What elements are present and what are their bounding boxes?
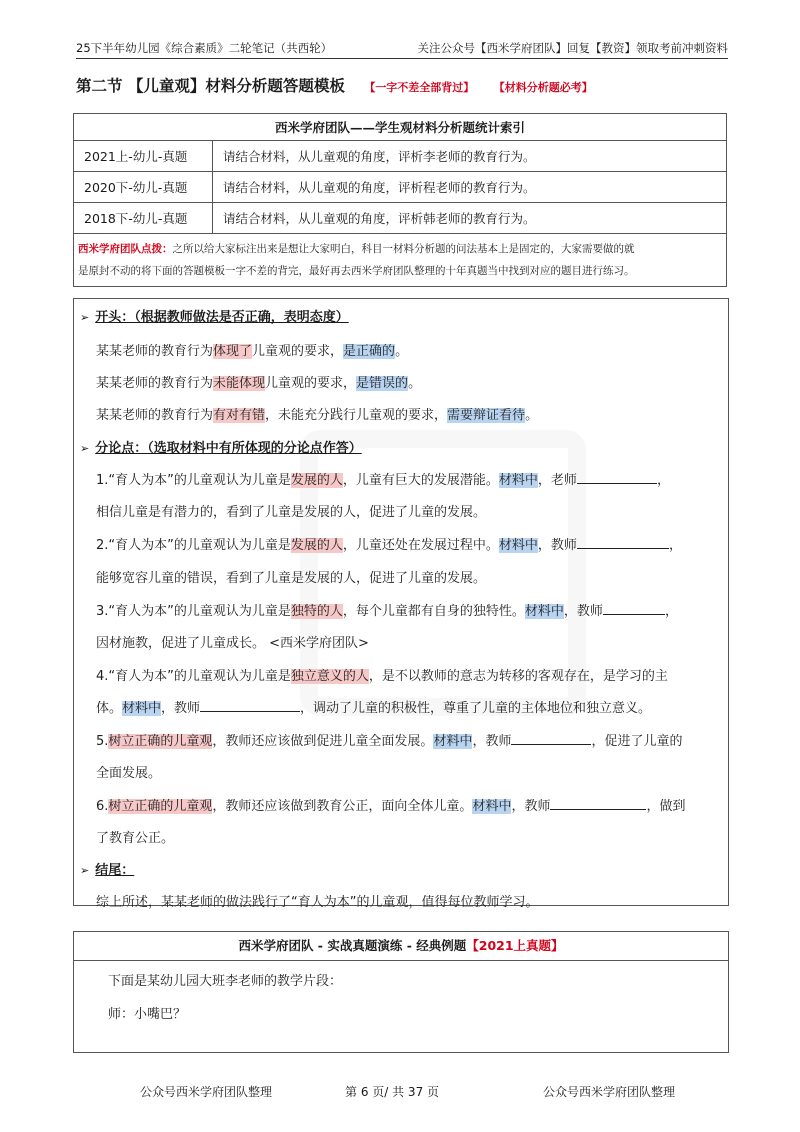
- point-4: 4.“育人为本”的儿童观认为儿童是独立意义的人，是不以教师的意志为转移的客观存在，是学习的主: [96, 669, 668, 684]
- footer-left: 公众号西米学府团队整理: [140, 1085, 273, 1099]
- header-left: 25下半年幼儿园《综合素质》二轮笔记（共西轮）: [76, 41, 333, 55]
- note-line-2: 是原封不动的将下面的答题模板一字不差的背完，最好再去西米学府团队整理的十年真题当中找到对应的题目进行练习。: [78, 265, 635, 277]
- answer-blank[interactable]: [511, 731, 591, 745]
- table-row: [74, 141, 727, 172]
- answer-blank[interactable]: [200, 698, 300, 712]
- arrow-icon: ➢: [80, 311, 90, 324]
- opening-line: 某某老师的教育行为体现了儿童观的要求，是正确的。: [96, 344, 409, 359]
- practice-line-2: 师：小嘴巴？: [108, 1007, 187, 1022]
- arrow-icon: ➢: [80, 442, 90, 455]
- index-table-title: 西米学府团队——学生观材料分析题统计索引: [74, 114, 727, 141]
- opening-heading: ➢ 开头：（根据教师做法是否正确，表明态度）: [80, 310, 349, 325]
- section-tag-required: 【材料分析题必考】: [493, 81, 593, 94]
- section-tag-memorize: 【一字不差全部背过】: [364, 81, 475, 94]
- answer-blank[interactable]: [577, 535, 669, 549]
- arrow-icon: ➢: [80, 864, 90, 877]
- question-cell: 请结合材料，从儿童观的角度，评析李老师的教育行为。: [213, 141, 727, 172]
- section-title-text: 第二节 【儿童观】材料分析题答题模板: [76, 77, 345, 95]
- note-line-1: 之所以给大家标注出来是想让大家明白，科目一材料分析题的问法基本上是固定的，大家需要做的就: [172, 243, 635, 255]
- exam-cell: 2020下-幼儿-真题: [74, 172, 213, 203]
- page-number: 第 6 页/ 共 37 页: [345, 1085, 440, 1099]
- note-lead: 西米学府团队点拨：: [78, 243, 173, 255]
- note-cell: [74, 234, 727, 287]
- point-6-cont: 了教育公正。: [96, 831, 175, 846]
- practice-box: [73, 931, 729, 1053]
- point-4-cont: 体。材料中，教师 ，调动了儿童的积极性，尊重了儿童的主体地位和独立意义。: [96, 697, 651, 716]
- points-heading: ➢ 分论点：（选取材料中有所体现的分论点作答）: [80, 441, 362, 456]
- opening-line: 某某老师的教育行为未能体现儿童观的要求，是错误的。: [96, 376, 422, 391]
- point-3-cont: 因材施教，促进了儿童成长。 <西米学府团队>: [96, 636, 369, 651]
- point-5-cont: 全面发展。: [96, 766, 162, 781]
- footer-right: 公众号西米学府团队整理: [543, 1085, 676, 1099]
- note-row: [74, 234, 727, 287]
- practice-tag: 【2021上真题】: [466, 938, 564, 953]
- question-cell: 请结合材料，从儿童观的角度，评析程老师的教育行为。: [213, 172, 727, 203]
- point-5: 5.树立正确的儿童观，教师还应该做到促进儿童全面发展。材料中，教师 ，促进了儿童的: [96, 730, 682, 749]
- exam-cell: 2021上-幼儿-真题: [74, 141, 213, 172]
- ending-heading: ➢ 结尾：: [80, 863, 135, 878]
- practice-title: 西米学府团队 - 实战真题演练 - 经典例题【2021上真题】: [74, 932, 728, 961]
- ending-text: 综上所述，某某老师的做法践行了“育人为本”的儿童观，值得每位教师学习。: [96, 895, 539, 910]
- section-title: [76, 74, 593, 96]
- index-table: [73, 113, 727, 287]
- practice-line-1: 下面是某幼儿园大班李老师的教学片段：: [108, 974, 343, 989]
- header-right: 关注公众号【西米学府团队】回复【教资】领取考前冲刺资料: [417, 41, 728, 55]
- point-1-cont: 相信儿童是有潜力的，看到了儿童是发展的人，促进了儿童的发展。: [96, 505, 487, 520]
- point-2-cont: 能够宽容儿童的错误，看到了儿童是发展的人，促进了儿童的发展。: [96, 571, 487, 586]
- point-6: 6.树立正确的儿童观，教师还应该做到教育公正，面向全体儿童。材料中，教师 ，做到: [96, 795, 685, 814]
- answer-blank[interactable]: [550, 796, 646, 810]
- point-3: 3.“育人为本”的儿童观认为儿童是独特的人，每个儿童都有自身的独特性。材料中，教师 ，: [96, 600, 678, 619]
- table-row: [74, 172, 727, 203]
- point-2: 2.“育人为本”的儿童观认为儿童是发展的人，儿童还处在发展过程中。材料中，教师 ，: [96, 534, 682, 553]
- exam-cell: 2018下-幼儿-真题: [74, 203, 213, 234]
- question-cell: 请结合材料，从儿童观的角度，评析韩老师的教育行为。: [213, 203, 727, 234]
- table-row: [74, 203, 727, 234]
- answer-blank[interactable]: [603, 601, 665, 615]
- point-1: 1.“育人为本”的儿童观认为儿童是发展的人，儿童有巨大的发展潜能。材料中，老师 ，: [96, 469, 670, 488]
- opening-line: 某某老师的教育行为有对有错，未能充分践行儿童观的要求，需要辩证看待。: [96, 408, 539, 423]
- answer-blank[interactable]: [577, 470, 657, 484]
- page-header: [76, 34, 728, 59]
